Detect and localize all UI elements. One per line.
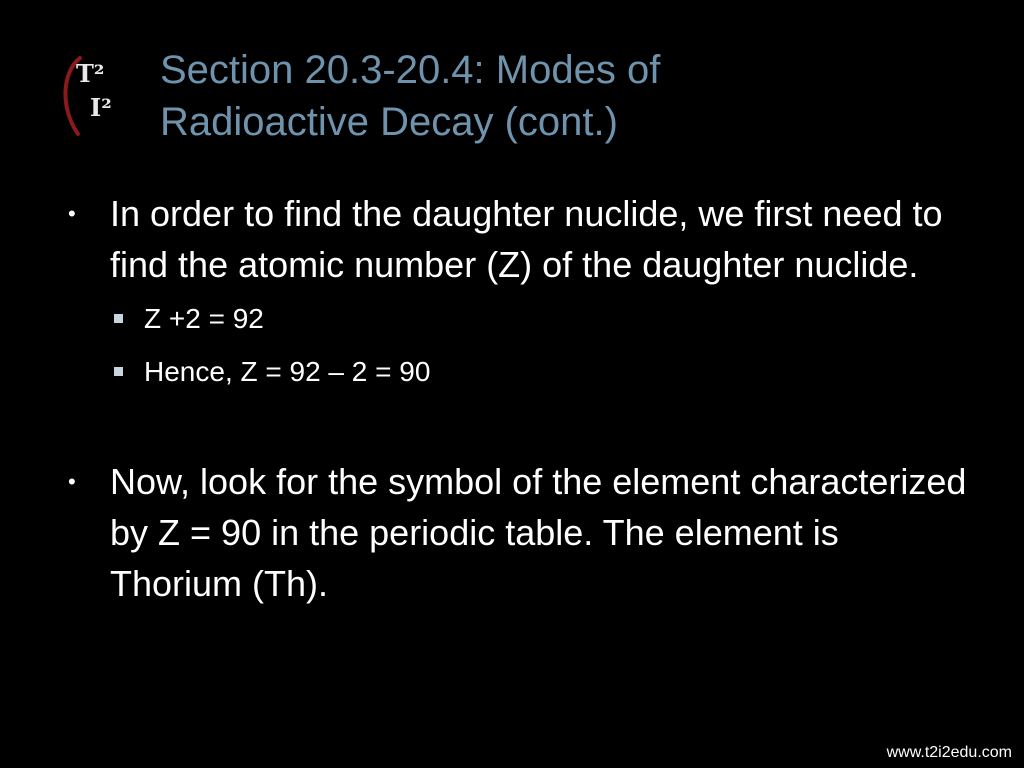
sub-bullet-2-text: Hence, Z = 92 – 2 = 90 (144, 356, 431, 387)
spacer (0, 398, 1024, 456)
slide-title-line-2: Radioactive Decay (cont.) (160, 100, 618, 144)
slide-title-line-1: Section 20.3-20.4: Modes of (160, 48, 661, 92)
bullet-1 (0, 188, 970, 290)
footer-url: www.t2i2edu.com (886, 744, 1012, 761)
t2i2-logo (58, 50, 138, 140)
slide-title (160, 44, 980, 148)
logo-i2: I² (90, 93, 112, 122)
bullet-1-sublist (0, 292, 1024, 398)
bullet-marker: • (68, 469, 76, 494)
square-bullet-icon (114, 314, 123, 323)
bullet-2-text: Now, look for the symbol of the element characterized by Z = 90 in the periodic table. The element is Thorium (Th). (110, 461, 967, 604)
bullet-2 (0, 456, 970, 609)
bullet-marker: • (68, 201, 76, 226)
sub-bullet-2 (0, 345, 1024, 398)
slide-body (0, 188, 1024, 609)
square-bullet-icon (114, 367, 123, 376)
sub-bullet-1-text: Z +2 = 92 (144, 303, 264, 334)
bullet-1-text: In order to find the daughter nuclide, we first need to find the atomic number (Z) of the daughter nuclide. (110, 193, 943, 285)
sub-bullet-1 (0, 292, 1024, 345)
logo-t2: T² (76, 59, 105, 88)
